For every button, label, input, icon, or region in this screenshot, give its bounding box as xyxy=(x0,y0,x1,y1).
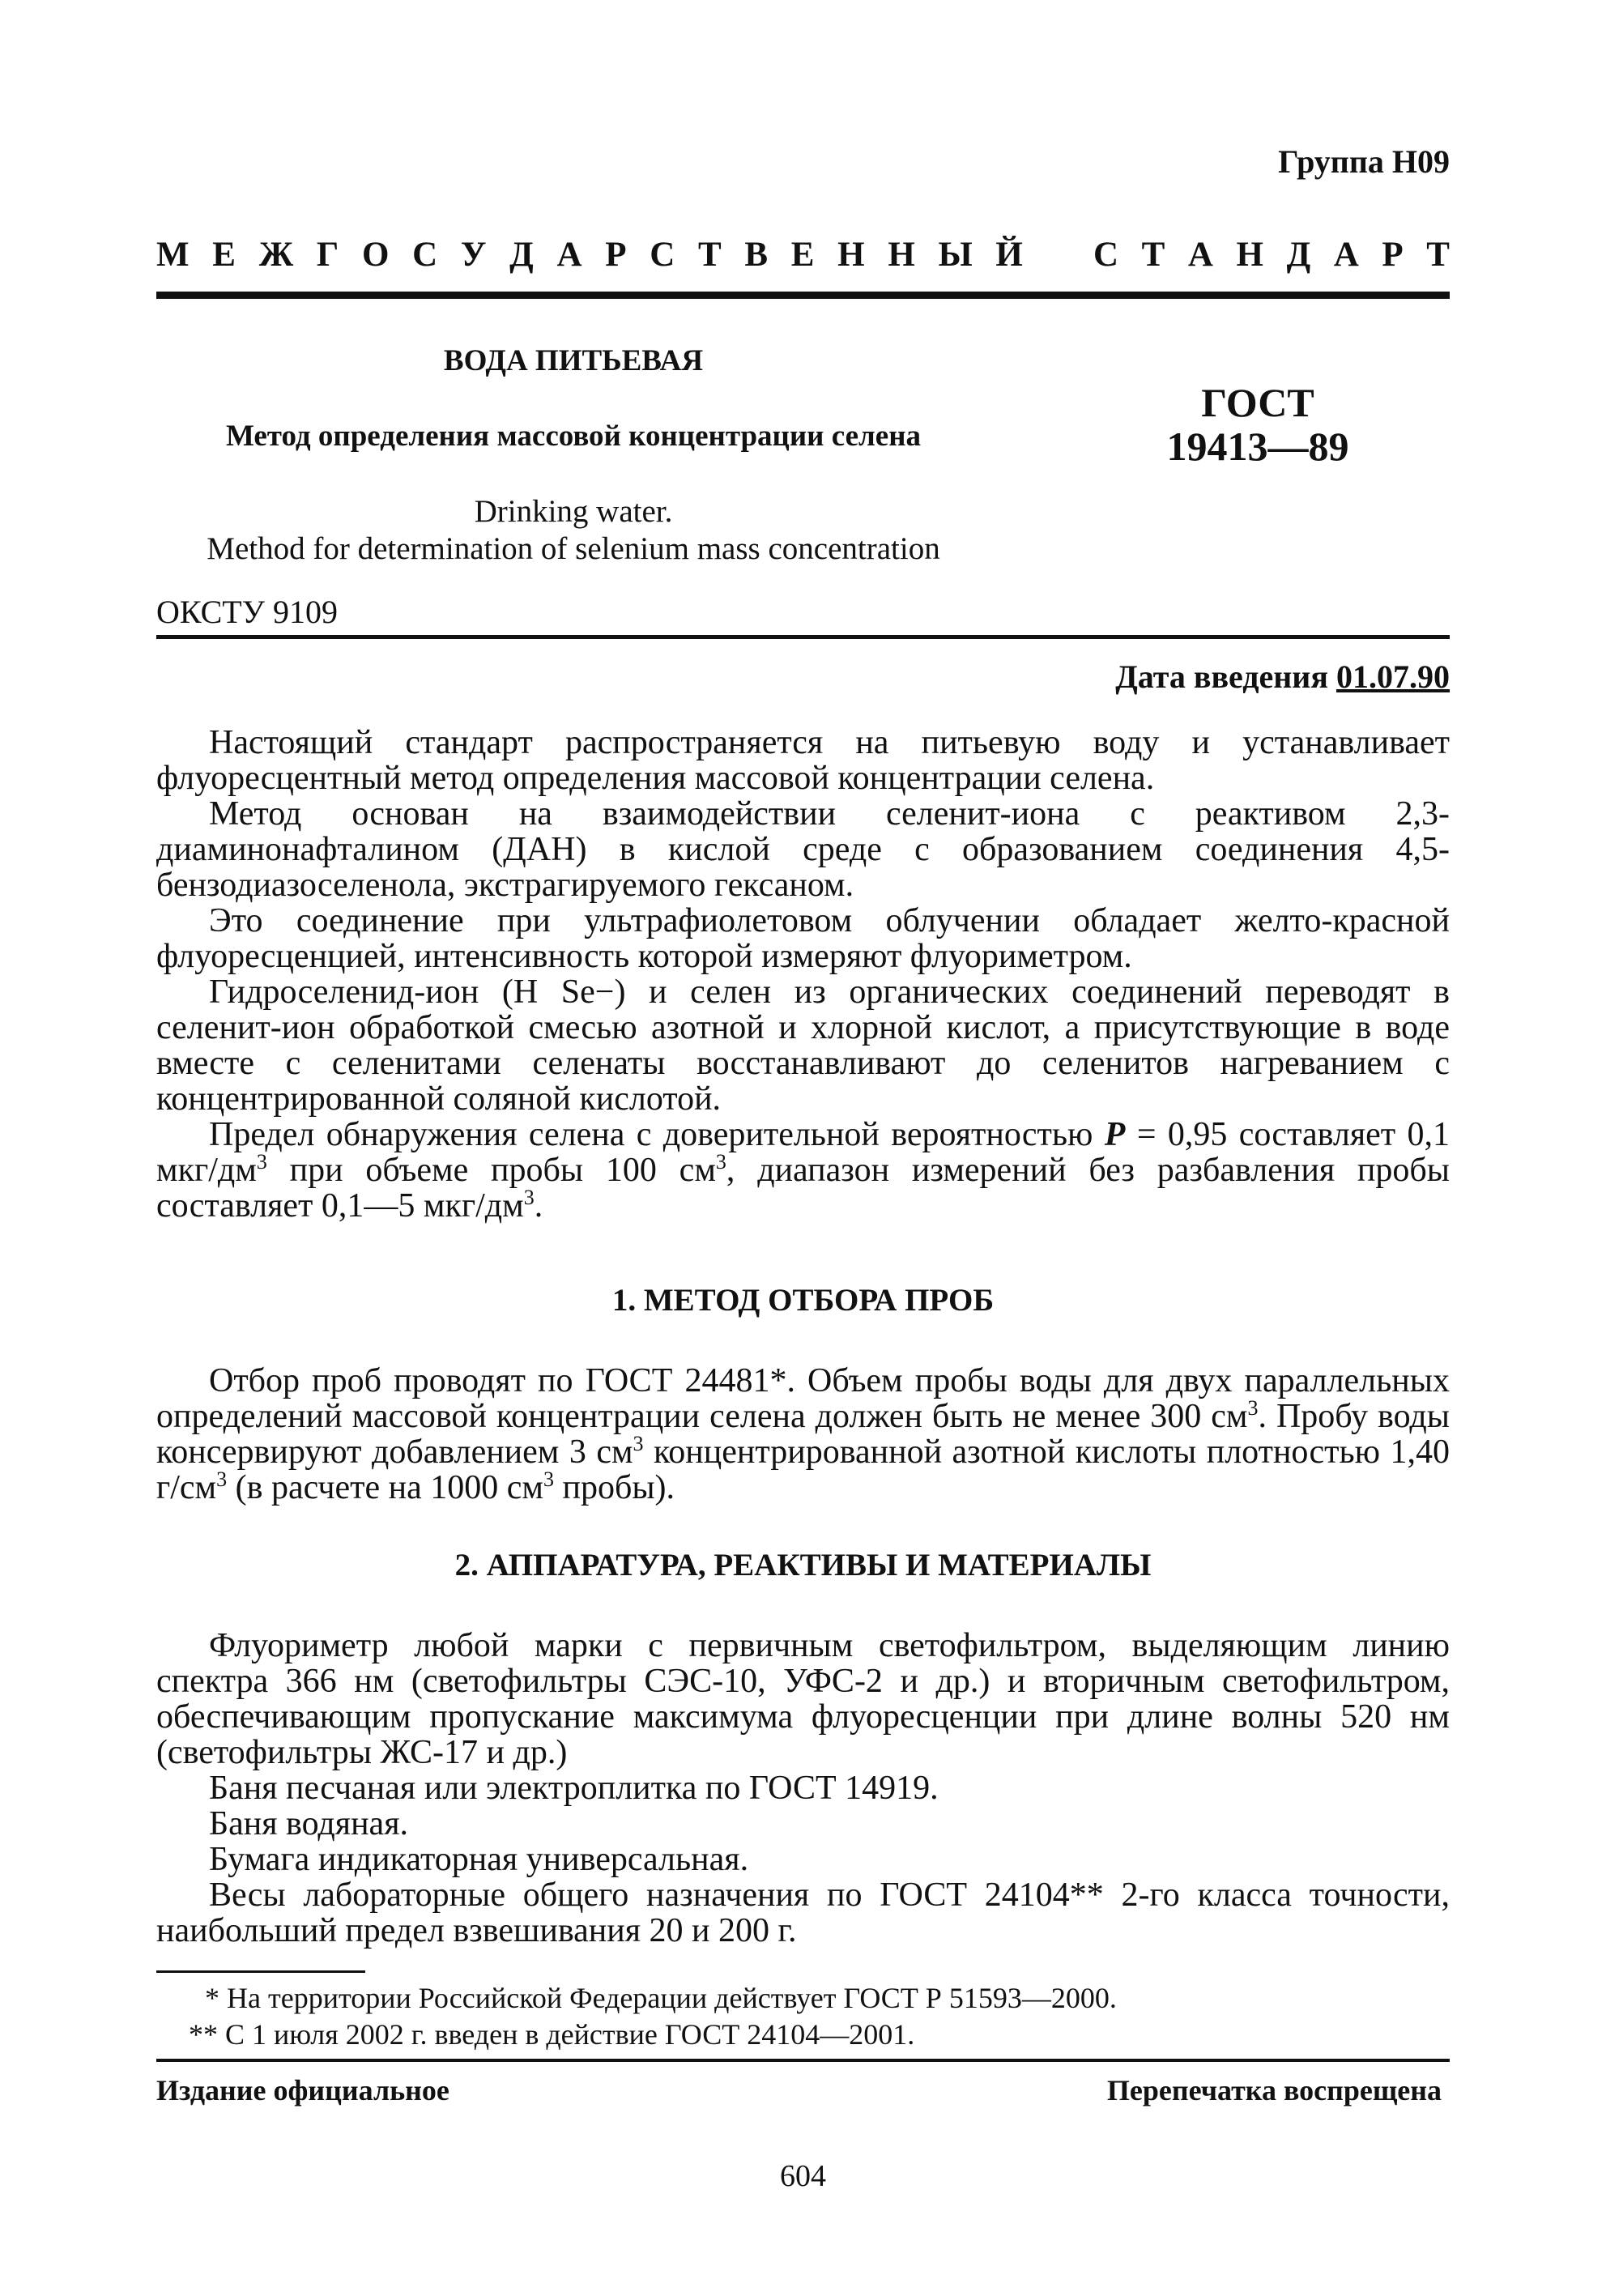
banner-word-interstate xyxy=(156,235,1023,275)
document-page xyxy=(156,0,1450,2296)
banner-letter: Ы xyxy=(938,236,973,274)
intro-paragraph: Гидроселенид-ион (H Se−) и селен из органических соединений переводят в селенит-ион обработкой смесью азотной и хлорной кислот, а присутствующие в воде вместе с селенитами селенаты восстанавливают до селенитов нагреванием с концентрированной соляной кислотой. xyxy=(156,973,1450,1118)
banner-letter: С xyxy=(1093,236,1119,274)
banner-letter: А xyxy=(1333,236,1359,274)
official-edition-label: Издание официальное xyxy=(156,2074,449,2106)
intro-text xyxy=(156,725,1450,1224)
gost-designation xyxy=(1161,381,1355,468)
section2-text xyxy=(156,1628,1450,1949)
banner-letter: С xyxy=(412,236,438,274)
banner-letter: А xyxy=(1187,236,1213,274)
banner-letter: Е xyxy=(790,236,815,274)
english-title-line2: Method for determination of selenium mass concentration xyxy=(207,531,940,566)
banner-letter: Н xyxy=(888,236,915,274)
section-paragraph: Баня водяная. xyxy=(209,1805,409,1842)
banner-letter: Н xyxy=(837,236,865,274)
section-paragraph: Флуориметр любой марки с первичным светофильтром, выделяющим линию спектра 366 нм (светофильтры СЭС-10, УФС-2 и др.) и вторичным светофильтром, обеспечивающим пропускание максимума флуоресценции при длине волны 520 нм (светофильтры ЖС-17 и др.) xyxy=(156,1627,1450,1771)
english-title-line1: Drinking water. xyxy=(474,494,673,529)
footnote: ** С 1 июля 2002 г. введен в действие ГОСТ 24104—2001. xyxy=(189,2018,915,2051)
oksty-code: ОКСТУ 9109 xyxy=(156,594,339,630)
footnote-separator xyxy=(156,1970,365,1973)
banner-letter: Г xyxy=(316,236,339,274)
banner-letter: Н xyxy=(1236,236,1263,274)
banner-letter: Т xyxy=(1141,236,1165,274)
header-rule xyxy=(156,292,1450,299)
section-paragraph: Баня песчаная или электроплитка по ГОСТ 14919. xyxy=(209,1770,939,1807)
banner-letter: Т xyxy=(1426,236,1450,274)
interstate-standard-banner xyxy=(156,235,1450,275)
reprint-prohibited-label: Перепечатка воспрещена xyxy=(1106,2074,1442,2106)
title-rule xyxy=(156,635,1450,639)
intro-paragraph: Это соединение при ультрафиолетовом облучении обладает желто-красной флуоресценцией, интенсивность которой измеряют флуориметром. xyxy=(156,902,1450,975)
section-heading: 2. АППАРАТУРА, РЕАКТИВЫ И МАТЕРИАЛЫ xyxy=(454,1548,1152,1582)
gost-number: 19413—89 xyxy=(1166,424,1349,469)
intro-paragraph: Настоящий стандарт распространяется на питьевую воду и устанавливает флуоресцентный метод определения массовой концентрации селена. xyxy=(156,724,1450,797)
group-code: Группа Н09 xyxy=(1278,143,1450,180)
banner-letter: Д xyxy=(509,236,534,274)
date-value: 01.07.90 xyxy=(1336,658,1450,695)
banner-letter: У xyxy=(460,236,487,274)
banner-letter: Р xyxy=(1382,236,1404,274)
banner-letter: Й xyxy=(995,236,1023,274)
gost-label: ГОСТ xyxy=(1201,380,1314,425)
banner-letter: Д xyxy=(1286,236,1311,274)
section-paragraph: Бумага индикаторная универсальная. xyxy=(209,1841,749,1878)
banner-word-standard xyxy=(1093,235,1450,275)
section-heading: 1. МЕТОД ОТБОРА ПРОБ xyxy=(611,1283,995,1318)
section-paragraph: Весы лабораторные общего назначения по ГОСТ 24104** 2-го класса точности, наибольший предел взвешивания 20 и 200 г. xyxy=(156,1876,1450,1949)
section-paragraph: Отбор проб проводят по ГОСТ 24481*. Объем пробы воды для двух параллельных определений массовой концентрации селена должен быть не менее 300 $см^3$. Пробу воды консервируют добавлением 3 $см^3$ концентрированной азотной кислоты плотностью 1,40 $г/см^3$ (в расчете на 1000 $см^3$ пробы). xyxy=(156,1362,1450,1506)
date-label: Дата введения xyxy=(1115,658,1328,695)
introduction-date xyxy=(1115,658,1450,696)
document-subtitle: Метод определения массовой концентрации селена xyxy=(225,420,922,453)
intro-paragraph: Метод основан на взаимодействии селенит-иона с реактивом 2,3-диаминонафталином (ДАН) в кислой среде с образованием соединения 4,5-бензодиазоселенола, экстрагируемого гексаном. xyxy=(156,795,1450,904)
banner-letter: Р xyxy=(605,236,627,274)
page-number: 604 xyxy=(780,2159,826,2193)
banner-letter: Ж xyxy=(258,236,294,274)
banner-letter: Е xyxy=(212,236,236,274)
footer-rule xyxy=(156,2059,1450,2062)
banner-letter: Т xyxy=(697,236,722,274)
banner-letter: В xyxy=(744,236,769,274)
footnote: * На территории Российской Федерации действует ГОСТ Р 51593—2000. xyxy=(205,1982,1117,2014)
intro-paragraph: Предел обнаружения селена с доверительной вероятностью P = 0,95 составляет 0,1 мкг/$дм^3$ при объеме пробы 100 $см^3$, диапазон измерений без разбавления пробы составляет 0,1—5 мкг/$дм^3$. xyxy=(156,1116,1450,1225)
document-title: ВОДА ПИТЬЕВАЯ xyxy=(443,344,704,377)
banner-letter: А xyxy=(556,236,582,274)
banner-letter: О xyxy=(361,236,390,274)
banner-letter: М xyxy=(156,236,190,274)
banner-letter: С xyxy=(650,236,675,274)
section1-text xyxy=(156,1363,1450,1506)
